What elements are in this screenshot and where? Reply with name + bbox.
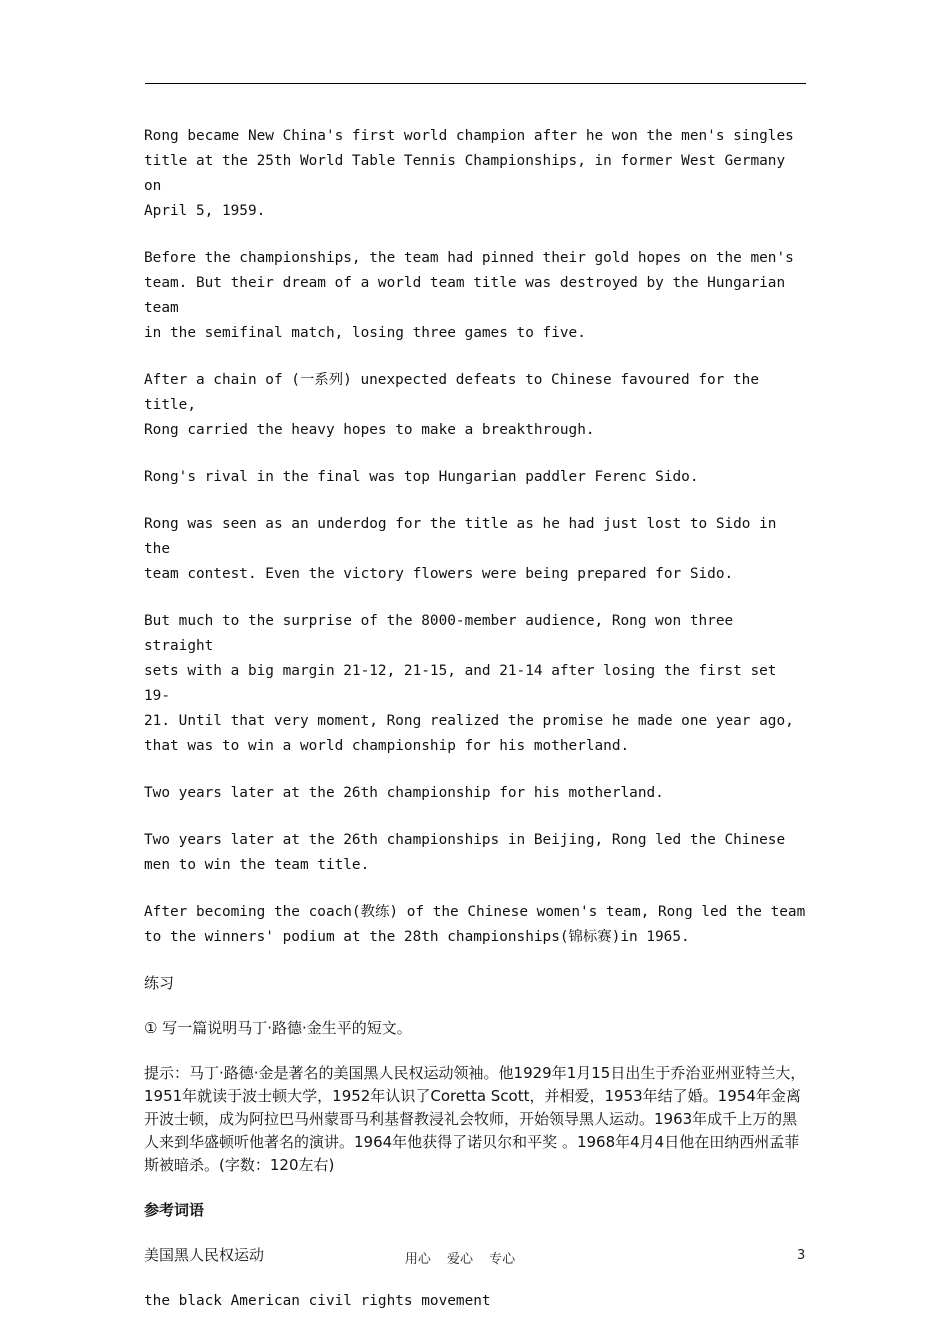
paragraph-5: Rong was seen as an underdog for the title as he had just lost to Sido in the team contest. Even the victory flowers were being prepared for Sido. [144, 516, 777, 582]
footer-motto: 用心 爱心 专心 [404, 1252, 516, 1267]
exercise-hint: 提示：马丁·路德·金是著名的美国黑人民权运动领袖。他1929年1月15日出生于乔治亚州亚特兰大，1951年就读于波士顿大学，1952年认识了Coretta Scott，并相爱，1953年结了婚。1954年金离开波士顿，成为阿拉巴马州蒙哥马利基督教浸礼会牧师，开始领导黑人运动。1963年成千上万的黑人来到华盛顿听他著名的演讲。1964年他获得了诺贝尔和平奖 。1968年4月4日他在田纳西州孟菲斯被暗杀。(字数：120左右) [144, 1064, 806, 1174]
header-rule [145, 83, 806, 84]
paragraph-7: Two years later at the 26th championship for his motherland. [144, 785, 664, 801]
paragraph-8: Two years later at the 26th championships in Beijing, Rong led the Chinese men to win the team title. [144, 832, 786, 873]
paragraph-4: Rong's rival in the final was top Hungarian paddler Ferenc Sido. [144, 469, 699, 485]
paragraph-1: Rong became New China's first world champion after he won the men's singles title at the 25th World Table Tennis Championships, in former West Germany on April 5, 1959. [144, 128, 794, 219]
page-number: 3 [797, 1248, 806, 1263]
paragraph-9: After becoming the coach(教练) of the Chinese women's team, Rong led the team to the winners' podium at the 28th championships(锦标赛)in 1965. [144, 904, 806, 945]
reference-heading: 参考词语 [144, 1201, 205, 1219]
paragraph-6: But much to the surprise of the 8000-member audience, Rong won three straight sets with a big margin 21-12, 21-15, and 21-14 after losing the first set 19- 21. Until that very moment, Rong realized the promise he made one year ago, that was to win a world championship for his motherland. [144, 613, 794, 754]
page-content [144, 124, 810, 1336]
reference-term-cn: 美国黑人民权运动 [144, 1246, 265, 1264]
paragraph-2: Before the championships, the team had pinned their gold hopes on the men's team. But their dream of a world team title was destroyed by the Hungarian team in the semifinal match, losing three games to five. [144, 250, 794, 341]
paragraph-3: After a chain of (一系列) unexpected defeats to Chinese favoured for the title, Rong carried the heavy hopes to make a breakthrough. [144, 372, 759, 438]
exercise-task: ① 写一篇说明马丁·路德·金生平的短文。 [144, 1019, 412, 1037]
reference-term-en: the black American civil rights movement [144, 1293, 491, 1309]
exercise-heading: 练习 [144, 974, 175, 992]
